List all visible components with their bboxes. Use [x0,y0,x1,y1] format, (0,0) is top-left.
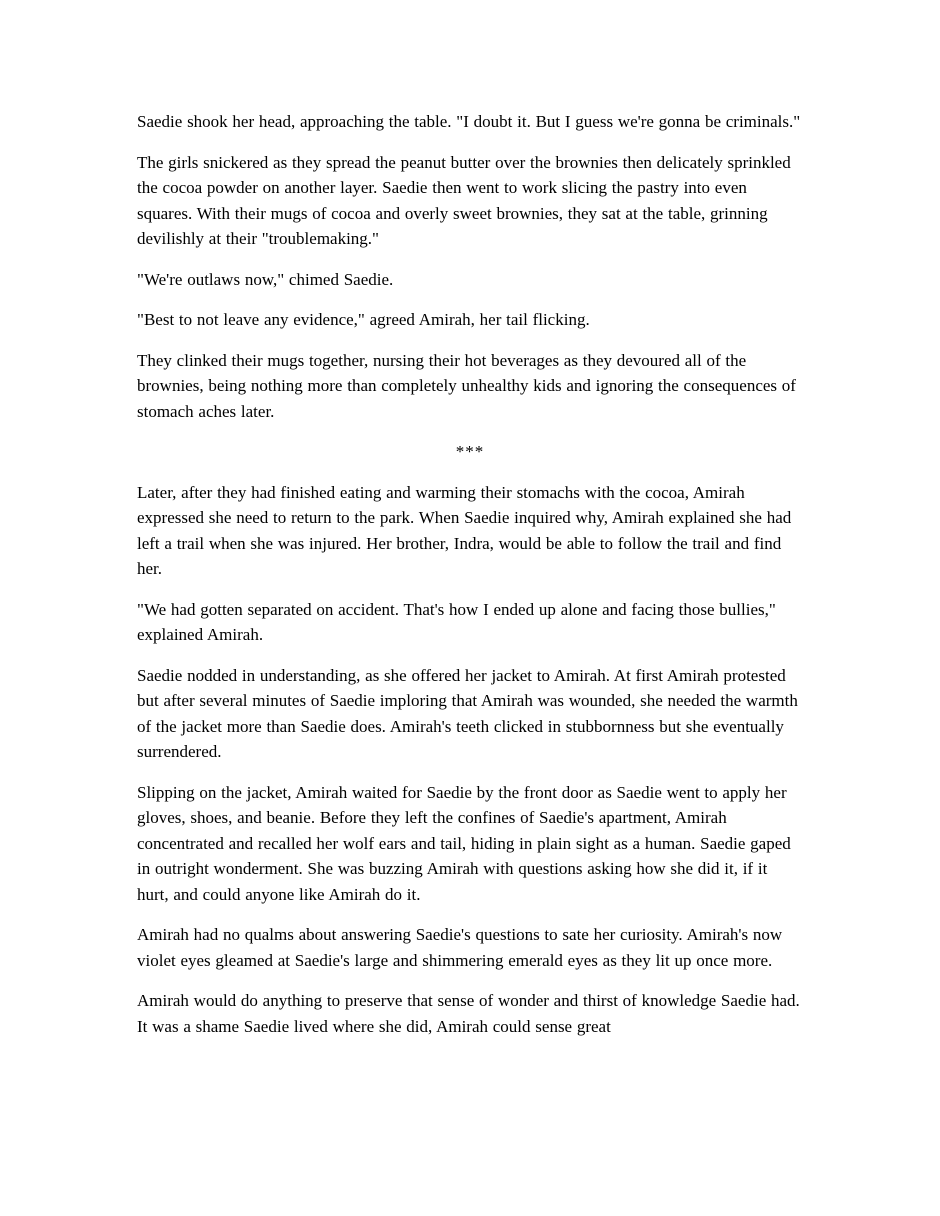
paragraph: Amirah would do anything to preserve that sense of wonder and thirst of knowledge Saedie had. It was a shame Saedie lived where she did, Amirah could sense great [137,991,800,1036]
paragraph: Slipping on the jacket, Amirah waited for Saedie by the front door as Saedie went to apply her gloves, shoes, and beanie. Before they left the confines of Saedie's apartment, Amirah concentrated and recalled her wolf ears and tail, hiding in plain sight as a human. Saedie gaped in outright wonderment. She was buzzing Amirah with questions asking how she did it, if it hurt, and could anyone like Amirah do it. [137,782,791,904]
paragraph: "We had gotten separated on accident. That's how I ended up alone and facing those bullies," explained Amirah. [137,599,776,644]
paragraph: "Best to not leave any evidence," agreed Amirah, her tail flicking. [137,310,590,329]
paragraph: Amirah had no qualms about answering Saedie's questions to sate her curiosity. Amirah's now violet eyes gleamed at Saedie's large and shimmering emerald eyes as they lit up once more. [137,925,783,970]
paragraph: The girls snickered as they spread the peanut butter over the brownies then delicately sprinkled the cocoa powder on another layer. Saedie then went to work slicing the pastry into even squares. With their mugs of cocoa and overly sweet brownies, they sat at the table, grinning devilishly at their "troublemaking." [137,152,791,248]
paragraph: Later, after they had finished eating and warming their stomachs with the cocoa, Amirah expressed she need to return to the park. When Saedie inquired why, Amirah explained she had left a trail when she was injured. Her brother, Indra, would be able to follow the trail and find her. [137,482,792,578]
section-separator: *** [455,442,485,461]
document-content [137,109,803,1054]
paragraph: Saedie nodded in understanding, as she offered her jacket to Amirah. At first Amirah protested but after several minutes of Saedie imploring that Amirah was wounded, she needed the warmth of the jacket more than Saedie does. Amirah's teeth clicked in stubbornness but she eventually surrendered. [137,665,798,761]
paragraph: "We're outlaws now," chimed Saedie. [137,269,394,289]
paragraph: They clinked their mugs together, nursing their hot beverages as they devoured all of the brownies, being nothing more than completely unhealthy kids and ignoring the consequences of stomach aches later. [137,350,796,421]
paragraph: Saedie shook her head, approaching the table. "I doubt it. But I guess we're gonna be criminals." [137,112,801,131]
